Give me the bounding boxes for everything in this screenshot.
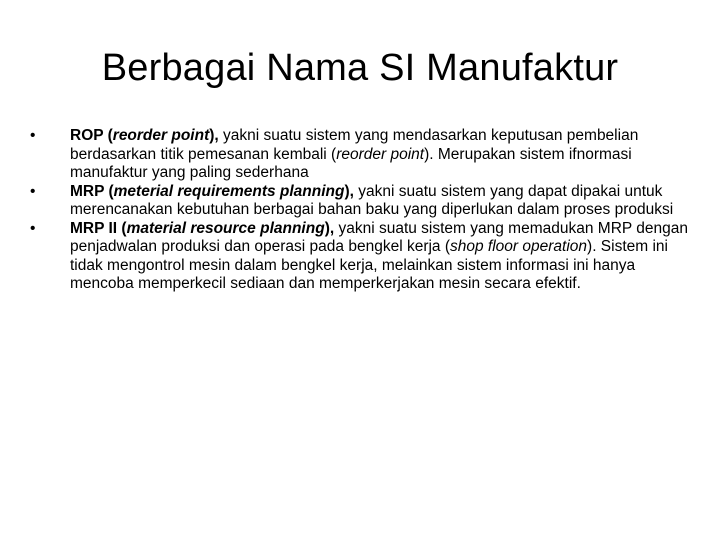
term-label: MRP II (material resource planning), [70,219,335,237]
term-label: MRP (meterial requirements planning), [70,182,354,200]
bullet-item-mrp [30,183,690,220]
bullet-icon: • [30,127,36,144]
term-italic: meterial requirements planning [113,182,345,200]
bullet-icon: • [30,182,36,200]
bullet-text: yakni suatu sistem yang dapat dipakai untuk merencanakan kebutuhan berbagai bahan baku yang diperlukan dalam proses produksi [70,182,674,218]
italic-phrase: reorder point [336,145,425,163]
bullet-text: yakni suatu sistem yang mendasarkan keputusan pembelian berdasarkan titik pemesanan kembali ( [70,127,639,163]
bullet-item-mrp-ii [30,220,690,294]
bullet-text: yakni suatu sistem yang memadukan MRP dengan penjadwalan produksi dan operasi pada bengkel kerja ( [70,219,688,255]
bullet-text: ). Merupakan sistem ifnormasi manufaktur yang paling sederhana [70,145,632,181]
slide-title: Berbagai Nama SI Manufaktur [101,47,619,89]
term-label: ROP (reorder point), [70,127,219,144]
bullet-text: ). Sistem ini tidak mengontrol mesin dalam bengkel kerja, melainkan sistem informasi ini hanya mencoba memperkecil sediaan dan memperkerjakan mesin secara efektif. [70,238,668,292]
italic-phrase: shop floor operation [450,238,588,255]
bullet-icon: • [30,219,36,237]
term-italic: material resource planning [126,219,325,237]
term-italic: reorder point [112,127,210,144]
bullet-list [30,127,690,294]
bullet-item-rop [30,127,690,183]
